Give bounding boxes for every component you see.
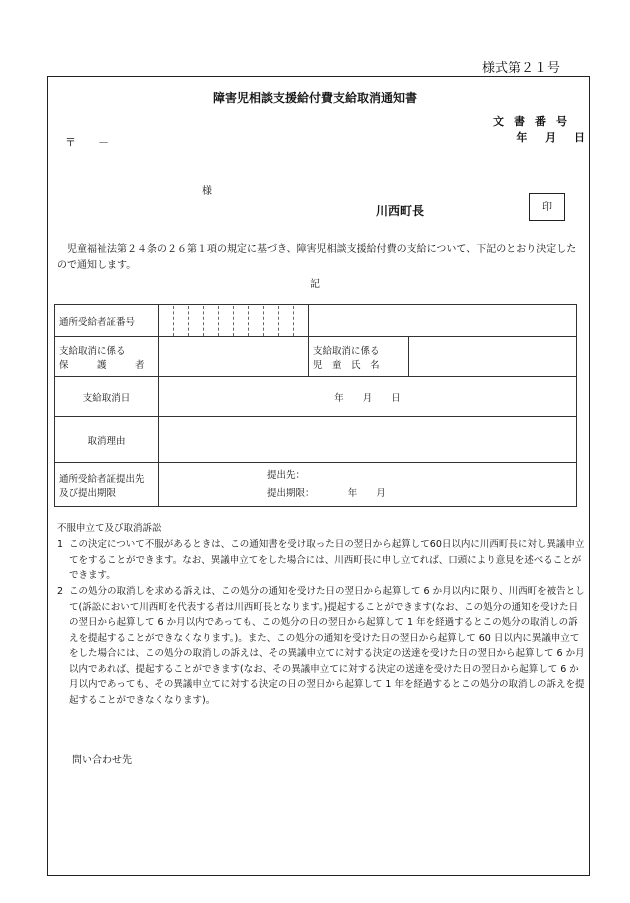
appeal-item-2 bbox=[57, 584, 587, 708]
child-label-line2: 児 童 氏 名 bbox=[313, 359, 380, 371]
reason-field[interactable] bbox=[159, 417, 577, 463]
child-name-field[interactable] bbox=[409, 337, 577, 377]
submit-label-line2: 及び提出期限 bbox=[59, 487, 117, 499]
body-text: 児童福祉法第２４条の２６第１項の規定に基づき、障害児相談支援給付費の支給について、下記のとおり決定したので通知します。 bbox=[57, 244, 577, 271]
document-number-label: 文書番号 bbox=[493, 115, 577, 128]
submit-label-line1: 通所受給者証提出先 bbox=[59, 473, 145, 485]
submit-label bbox=[55, 463, 159, 507]
issue-date-label: 年 月 日 bbox=[516, 131, 585, 144]
postal-code-mark: 〒 － bbox=[65, 136, 109, 149]
table-row bbox=[55, 305, 577, 337]
appeal-item-text: この処分の取消しを求める訴えは、この処分の通知を受けた日の翌日から起算して 6 か月以内に限り、川西町を被告として(訴訟において川西町を代表する者は川西町長となります。)提起することができます(なお、この処分の通知を受けた日の翌日から起算して 6 か月以内であっても、この処分の日の翌日から起算して 1 年を経過するとこの処分の取消しの訴えを提起することができなくなります。)。また、この処分の通知を受けた日の翌日から起算して 60 日以内に異議申立てをした場合には、この処分の取消しの訴えは、その異議申立てに対する決定の送達を受けた日の翌日から起算して 6 か月以内であれば、提起することができます(なお、その異議申立てに対する決定の送達を受けた日の翌日から起算して 6 か月以内であっても、その異議申立てに対する決定の日の翌日から起算して 1 年を経過するとこの処分の取消しの訴えを提起することができなくなります)。 bbox=[69, 586, 585, 706]
form-number: 様式第２１号 bbox=[481, 61, 560, 76]
recipient-number-label: 通所受給者証番号 bbox=[55, 305, 159, 337]
appeal-item-1 bbox=[57, 537, 587, 584]
issuer-name: 川西町長 bbox=[376, 204, 425, 218]
table-row bbox=[55, 377, 577, 417]
recipient-number-boxes[interactable] bbox=[159, 305, 309, 337]
ki-heading: 記 bbox=[310, 279, 320, 290]
submit-field[interactable] bbox=[159, 463, 577, 507]
reason-label: 取消理由 bbox=[55, 417, 159, 463]
appeal-item-number: 2 bbox=[57, 586, 64, 597]
guardian-label bbox=[55, 337, 159, 377]
addressee-suffix: 様 bbox=[202, 186, 212, 197]
table-row bbox=[55, 417, 577, 463]
child-label bbox=[309, 337, 409, 377]
cancel-date-label: 支給取消日 bbox=[55, 377, 159, 417]
child-label-line1: 支給取消に係る bbox=[313, 345, 380, 357]
guardian-field[interactable] bbox=[159, 337, 309, 377]
recipient-number-blank bbox=[309, 305, 577, 337]
appeal-heading: 不服申立て及び取消訴訟 bbox=[57, 523, 162, 534]
guardian-label-line1: 支給取消に係る bbox=[59, 345, 126, 357]
submit-to-label: 提出先： bbox=[267, 469, 306, 481]
document-title: 障害児相談支援給付費支給取消通知書 bbox=[212, 91, 417, 105]
appeal-item-number: 1 bbox=[57, 539, 64, 550]
table-row bbox=[55, 463, 577, 507]
guardian-label-line2: 保 護 者 bbox=[59, 359, 145, 371]
appeal-item-text: この決定について不服があるときは、この通知書を受け取った日の翌日から起算して60日以内に川西町長に対し異議申立てをすることができます。なお、異議申立てをした場合には、川西町長に申し立てれば、口頭により意見を述べることができます。 bbox=[69, 539, 585, 581]
seal-box: 印 bbox=[529, 193, 565, 221]
table-row bbox=[55, 337, 577, 377]
cancellation-table bbox=[54, 304, 577, 507]
cancel-date-value[interactable]: 年 月 日 bbox=[159, 377, 577, 417]
submit-deadline-label: 提出期限： 年 月 bbox=[267, 487, 386, 499]
inquiry-label: 問い合わせ先 bbox=[72, 755, 132, 766]
